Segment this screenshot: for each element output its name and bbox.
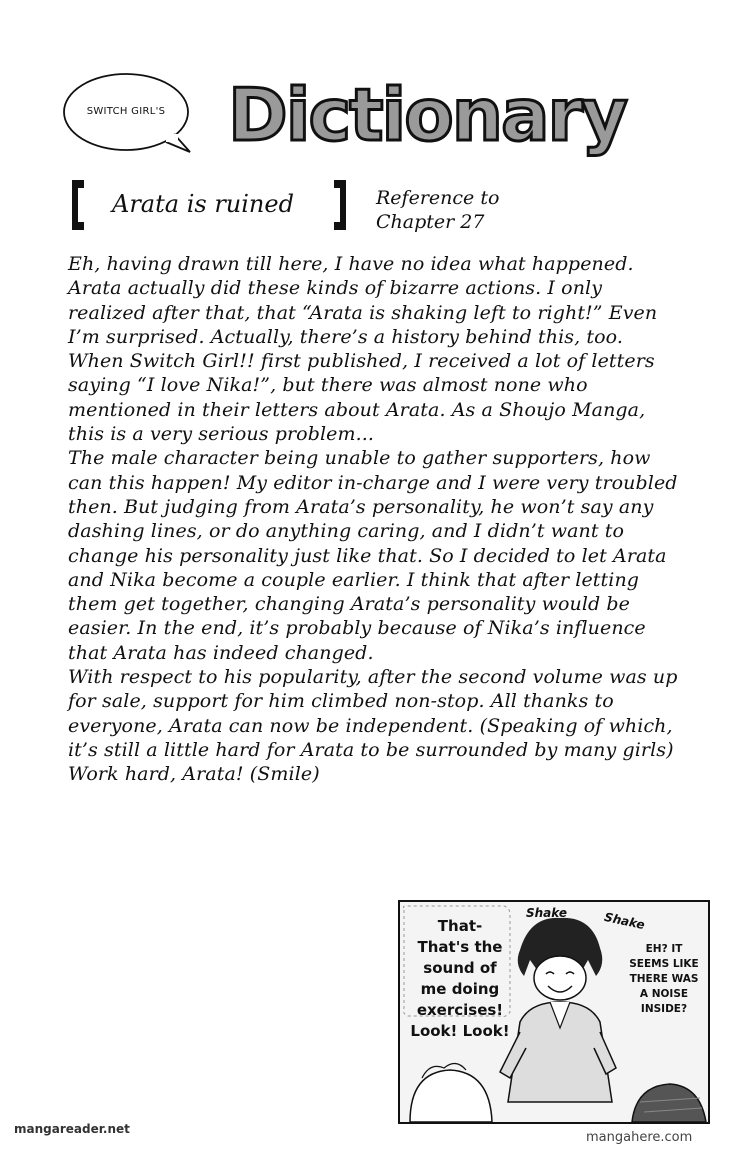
chapter-reference <box>376 186 499 234</box>
body-paragraph: Work hard, Arata! (Smile) <box>68 763 320 786</box>
dictionary-title-text: Dictionary <box>228 73 626 157</box>
watermark-left-text: mangareader.net <box>14 1122 130 1136</box>
body-paragraph: The male character being unable to gather supporters, how can this happen! My editor in-charge and I were very troubled then. But judging from Arata’s personality, he won’t say any dashing lines, or do anything caring, and I didn’t want to change his personality just like that. So I decided to let Arata and Nika become a couple earlier. I think that after letting them get together, changing Arata’s personality would be easier. In the end, it’s probably because of Nika’s influence that Arata has indeed changed. <box>68 447 678 664</box>
body-paragraph: When Switch Girl!! first published, I received a lot of letters saying “I love Nika!”, but there was almost none who mentioned in their letters about Arata. As a Shoujo Manga, this is a very serious problem... <box>68 350 655 446</box>
entry-title: Arata is ruined <box>112 190 294 218</box>
panel-left-dialog: That- That's the sound of me doing exercises! Look! Look! <box>410 917 510 1040</box>
body-paragraph: Eh, having drawn till here, I have no idea what happened. Arata actually did these kinds of bizarre actions. I only realized after that, that “Arata is shaking left to right!” Even I’m surprised. Actually, there’s a history behind this, too. <box>68 253 658 348</box>
watermark-mangareader <box>14 1122 130 1136</box>
left-bracket <box>70 178 84 230</box>
sfx-shake-2: Shake <box>602 909 646 933</box>
switch-girls-bubble <box>62 72 190 156</box>
body-paragraph: With respect to his popularity, after the second volume was up for sale, support for him climbed non-stop. All thanks to everyone, Arata can now be independent. (Speaking of which, it’s still a little hard for Arata to be surrounded by many girls) <box>68 666 678 761</box>
dictionary-title <box>200 60 626 180</box>
panel-right-dialog: EH? IT SEEMS LIKE THERE WAS A NOISE INSIDE? <box>629 943 699 1015</box>
dictionary-body <box>68 252 678 787</box>
reference-line-1: Reference to <box>376 187 500 209</box>
sfx-shake-1: Shake <box>526 906 567 920</box>
watermark-mangahere: mangahere.com <box>586 1130 693 1145</box>
reference-line-2: Chapter 27 <box>376 211 485 233</box>
right-bracket <box>332 178 346 230</box>
comic-panel <box>398 900 710 1124</box>
bubble-text: SWITCH GIRL'S <box>86 106 166 117</box>
